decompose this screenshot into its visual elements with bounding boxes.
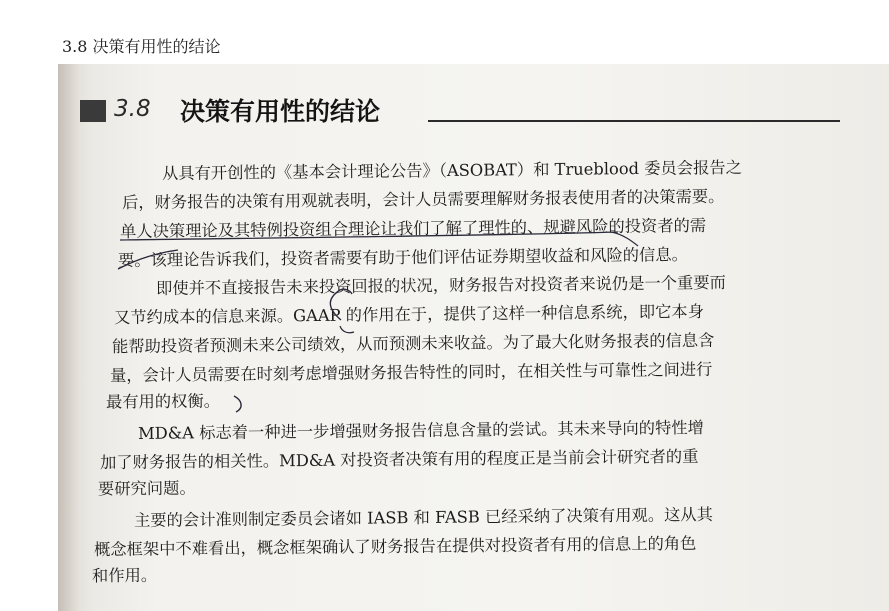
text-line: 即使并不直接报告未来投资回报的状况，财务报告对投资者来说仍是一个重要而: [155, 273, 726, 298]
pen-bracket: [234, 396, 241, 412]
pen-underline: [118, 250, 178, 269]
text-line: 量，会计人员需要在时刻考虑增强财务报告特性的同时，在相关性与可靠性之间进行: [109, 359, 713, 386]
text-line: 后，财务报告的决策有用观就表明，会计人员需要理解财务报表使用者的决策需要。: [121, 186, 725, 213]
pen-stroke: [611, 232, 638, 246]
text-line: 又节约成本的信息来源。GAAP 的作用在于，提供了这样一种信息系统，即它本身: [113, 301, 705, 328]
text-line: 能帮助投资者预测未来公司绩效，从而预测未来收益。为了最大化财务报表的信息含: [111, 330, 715, 357]
pen-underline: [120, 232, 618, 240]
section-number: 3.8: [114, 96, 151, 122]
text-line: 概念框架中不难看出，概念框架确认了财务报告在提供对投资者有用的信息上的角色: [93, 533, 697, 560]
text-line: 和作用。: [91, 565, 158, 586]
section-title: 决策有用性的结论: [180, 97, 381, 126]
scanned-page-photo: [58, 64, 889, 611]
pen-annotations: [58, 64, 889, 611]
text-line: 要。该理论告诉我们，投资者需要有助于他们评估证券期望收益和风险的信息。: [117, 245, 688, 270]
text-line: MD&A 标志着一种进一步增强财务报告信息含量的尝试。其未来导向的特性增: [137, 418, 704, 443]
text-line: 要研究问题。: [97, 478, 196, 499]
page-caption: 3.8 决策有用性的结论: [62, 37, 221, 56]
text-line: 最有用的权衡。: [105, 391, 221, 412]
text-line: 加了财务报告的相关性。MD&A 对投资者决策有用的程度正是当前会计研究者的重: [99, 446, 699, 473]
pen-stroke: [340, 326, 354, 333]
text-line: 从具有开创性的《基本会计理论公告》（ASOBAT）和 Trueblood 委员会报告之: [161, 157, 742, 184]
text-line: 主要的会计准则制定委员会诸如 IASB 和 FASB 已经采纳了决策有用观。这从其: [133, 504, 714, 531]
pen-bracket: [330, 289, 352, 320]
text-line: 单人决策理论及其特例投资组合理论让我们了解了理性的、规避风险的投资者的需: [119, 215, 707, 242]
